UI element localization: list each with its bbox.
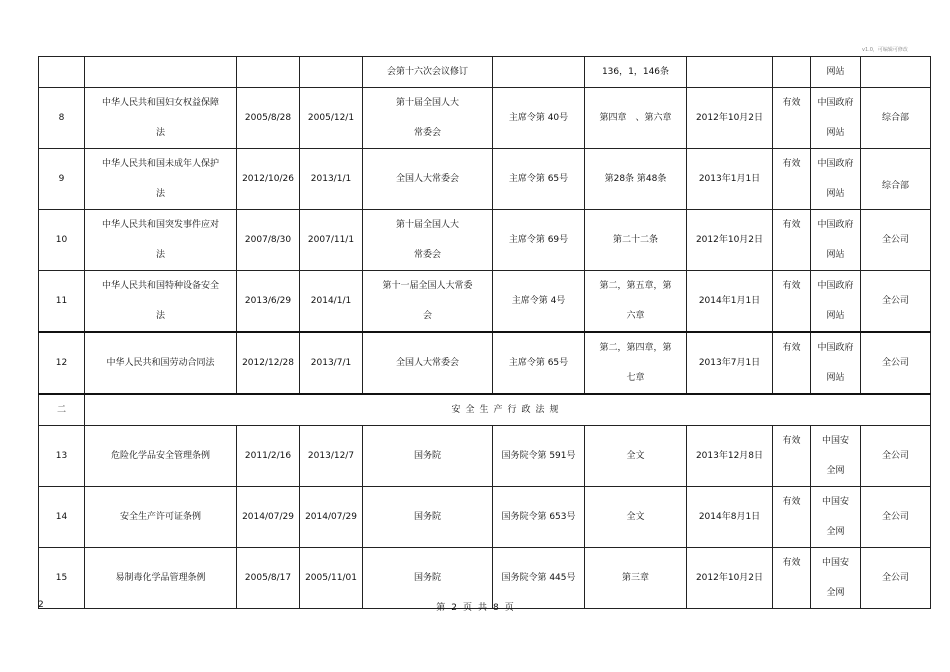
cell-review: 2014年8月1日 <box>687 487 773 548</box>
cell-clause: 136，1，146条 <box>585 57 687 88</box>
cell-review: 2012年10月2日 <box>687 88 773 149</box>
cell-status: 有效 <box>773 426 811 487</box>
cell-effective: 2005/12/1 <box>300 88 363 149</box>
cell-review: 2013年7月1日 <box>687 332 773 394</box>
table-row <box>39 57 931 88</box>
cell-dept: 全公司 <box>861 271 931 333</box>
cell-name: 危险化学品安全管理条例 <box>85 426 237 487</box>
cell-source: 中国政府 网站 <box>811 332 861 394</box>
cell-dept: 综合部 <box>861 88 931 149</box>
cell-source: 中国政府 网站 <box>811 271 861 333</box>
cell-source: 中国政府 网站 <box>811 210 861 271</box>
cell-issue: 2014/07/29 <box>237 487 300 548</box>
table-row <box>39 487 931 548</box>
cell-doc: 主席令第 65号 <box>493 149 585 210</box>
cell-doc: 主席令第 69号 <box>493 210 585 271</box>
cell-authority: 全国人大常委会 <box>363 332 493 394</box>
cell-name: 易制毒化学品管理条例 <box>85 548 237 609</box>
section-title: 安全生产行政法规 <box>85 394 931 426</box>
cell-effective: 2013/7/1 <box>300 332 363 394</box>
table-row <box>39 332 931 394</box>
cell-clause: 第二，第五章，第 六章 <box>585 271 687 333</box>
cell-review: 2013年12月8日 <box>687 426 773 487</box>
cell-effective: 2005/11/01 <box>300 548 363 609</box>
section-header <box>39 394 931 426</box>
cell-issue: 2012/10/26 <box>237 149 300 210</box>
cell-effective: 2013/1/1 <box>300 149 363 210</box>
watermark: v1.0，可编辑可修改 <box>862 47 908 53</box>
cell-status: 有效 <box>773 548 811 609</box>
cell-doc: 国务院令第 653号 <box>493 487 585 548</box>
cell-source: 中国政府 网站 <box>811 149 861 210</box>
cell-authority: 国务院 <box>363 548 493 609</box>
table-row <box>39 426 931 487</box>
cell-authority: 第十届全国人大 常委会 <box>363 210 493 271</box>
cell-name: 中华人民共和国未成年人保护 法 <box>85 149 237 210</box>
cell-review: 2014年1月1日 <box>687 271 773 333</box>
cell-no: 10 <box>39 210 85 271</box>
section-number: 二 <box>39 394 85 426</box>
cell-dept: 全公司 <box>861 487 931 548</box>
cell-issue: 2011/2/16 <box>237 426 300 487</box>
cell-effective: 2007/11/1 <box>300 210 363 271</box>
cell-status: 有效 <box>773 149 811 210</box>
cell-issue: 2007/8/30 <box>237 210 300 271</box>
cell-source: 中国安 全网 <box>811 487 861 548</box>
cell-clause: 第二十二条 <box>585 210 687 271</box>
table-row <box>39 88 931 149</box>
cell-name: 中华人民共和国劳动合同法 <box>85 332 237 394</box>
cell-status: 有效 <box>773 88 811 149</box>
cell-dept: 全公司 <box>861 426 931 487</box>
cell-dept: 全公司 <box>861 210 931 271</box>
cell-no: 8 <box>39 88 85 149</box>
cell-doc: 主席令第 40号 <box>493 88 585 149</box>
cell-effective: 2013/12/7 <box>300 426 363 487</box>
cell-effective: 2014/07/29 <box>300 487 363 548</box>
cell-dept: 全公司 <box>861 548 931 609</box>
cell-no: 11 <box>39 271 85 333</box>
cell-name: 中华人民共和国妇女权益保障 法 <box>85 88 237 149</box>
table-row <box>39 149 931 210</box>
cell-no: 13 <box>39 426 85 487</box>
cell-status: 有效 <box>773 332 811 394</box>
cell-doc: 主席令第 4号 <box>493 271 585 333</box>
cell-no: 12 <box>39 332 85 394</box>
cell-effective: 2014/1/1 <box>300 271 363 333</box>
cell-authority: 国务院 <box>363 487 493 548</box>
cell-review: 2013年1月1日 <box>687 149 773 210</box>
cell-clause: 第四章 、第六章 <box>585 88 687 149</box>
cell-name: 中华人民共和国特种设备安全 法 <box>85 271 237 333</box>
cell-authority: 第十届全国人大 常委会 <box>363 88 493 149</box>
table-row <box>39 210 931 271</box>
page-number-left: 2 <box>38 600 44 610</box>
cell-issue: 2012/12/28 <box>237 332 300 394</box>
cell-doc: 国务院令第 591号 <box>493 426 585 487</box>
cell-status: 有效 <box>773 210 811 271</box>
cell-no: 15 <box>39 548 85 609</box>
total-pages: 8 <box>493 603 499 613</box>
cell-source: 中国安 全网 <box>811 426 861 487</box>
cell-dept: 综合部 <box>861 149 931 210</box>
cell-authority: 全国人大常委会 <box>363 149 493 210</box>
cell-source: 网站 <box>811 57 861 88</box>
cell-name: 安全生产许可证条例 <box>85 487 237 548</box>
cell-clause: 第三章 <box>585 548 687 609</box>
cell-issue: 2005/8/17 <box>237 548 300 609</box>
cell-status: 有效 <box>773 487 811 548</box>
cell-review: 2012年10月2日 <box>687 548 773 609</box>
regulation-table <box>38 56 931 609</box>
page-indicator: 第 2 页 共 8 页 <box>436 603 514 613</box>
cell-dept: 全公司 <box>861 332 931 394</box>
cell-source: 中国安 全网 <box>811 548 861 609</box>
cell-source: 中国政府 网站 <box>811 88 861 149</box>
cell-no: 14 <box>39 487 85 548</box>
cell-authority: 第十一届全国人大常委 会 <box>363 271 493 333</box>
cell-clause: 第28条 第48条 <box>585 149 687 210</box>
cell-authority: 会第十六次会议修订 <box>363 57 493 88</box>
table-row <box>39 271 931 333</box>
cell-clause: 第二，第四章，第 七章 <box>585 332 687 394</box>
cell-clause: 全文 <box>585 426 687 487</box>
current-page: 2 <box>451 603 457 613</box>
cell-name: 中华人民共和国突发事件应对 法 <box>85 210 237 271</box>
cell-review: 2012年10月2日 <box>687 210 773 271</box>
cell-no: 9 <box>39 149 85 210</box>
cell-clause: 全文 <box>585 487 687 548</box>
cell-issue: 2013/6/29 <box>237 271 300 333</box>
cell-issue: 2005/8/28 <box>237 88 300 149</box>
cell-authority: 国务院 <box>363 426 493 487</box>
cell-doc: 主席令第 65号 <box>493 332 585 394</box>
cell-status: 有效 <box>773 271 811 333</box>
cell-doc: 国务院令第 445号 <box>493 548 585 609</box>
